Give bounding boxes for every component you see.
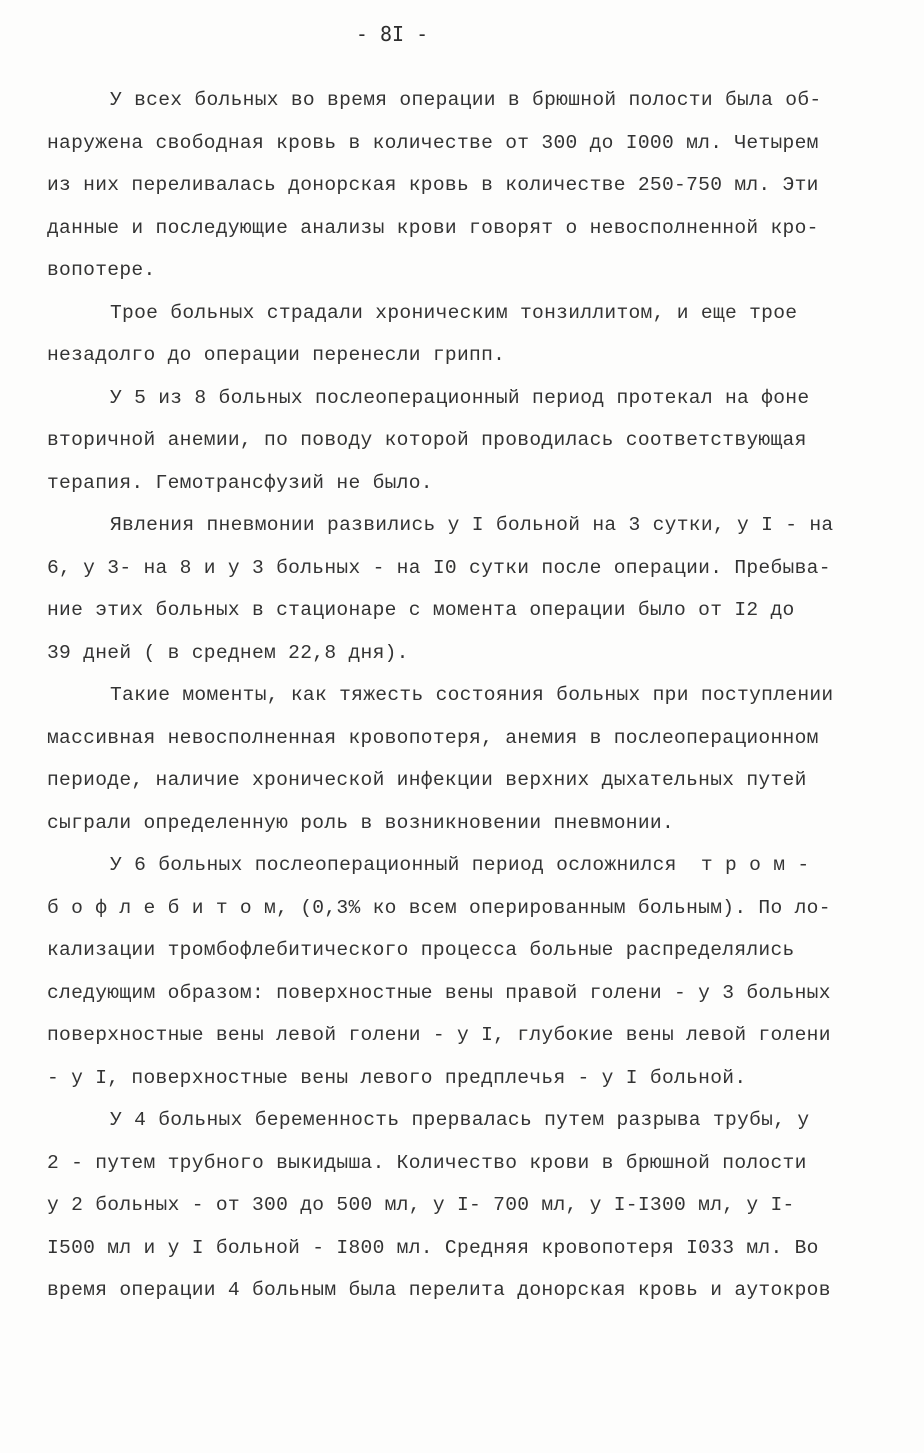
text-line: 6, у 3- на 8 и у 3 больных - на I0 сутки после операции. Пребыва-	[47, 556, 831, 579]
text-line: У 5 из 8 больных послеоперационный период протекал на фоне	[110, 386, 810, 409]
text-line: б о ф л е б и т о м, (0,3% ко всем оперированным больным). По ло-	[47, 896, 831, 919]
text-line: незадолго до операции перенесли грипп.	[47, 344, 506, 366]
text-line: У всех больных во время операции в брюшной полости была об-	[110, 89, 822, 111]
text-line: время операции 4 больным была перелита донорская кровь и аутокров	[47, 1279, 831, 1301]
text-line: следующим образом: поверхностные вены правой голени - у 3 больных	[47, 981, 831, 1004]
text-line: вопотере.	[47, 259, 156, 281]
text-line: периоде, наличие хронической инфекции верхних дыхательных путей	[47, 769, 807, 791]
text-line: кализации тромбофлебитического процесса больные распределялись	[47, 939, 795, 961]
text-line: У 6 больных послеоперационный период осложнился т р о м -	[110, 854, 810, 876]
text-line: из них переливалась донорская кровь в количестве 250-750 мл. Эти	[47, 174, 819, 196]
text-line: у 2 больных - от 300 до 500 мл, у I- 700 мл, у I-I300 мл, у I-	[47, 1194, 795, 1216]
text-line: 2 - путем трубного выкидыша. Количество крови в брюшной полости	[47, 1151, 807, 1174]
text-line: I500 мл и у I больной - I800 мл. Средняя кровопотеря I033 мл. Во	[47, 1236, 819, 1259]
text-line: Такие моменты, как тяжесть состояния больных при поступлении	[110, 684, 834, 706]
text-line: Трое больных страдали хроническим тонзиллитом, и еще трое	[110, 301, 798, 324]
text-line: ние этих больных в стационаре с момента операции было от I2 до	[47, 599, 795, 621]
text-line: наружена свободная кровь в количестве от 300 до I000 мл. Четырем	[47, 131, 819, 154]
text-line: поверхностные вены левой голени - у I, глубокие вены левой голени	[47, 1024, 831, 1046]
text-line: - у I, поверхностные вены левого предплечья - у I больной.	[47, 1066, 747, 1089]
text-line: данные и последующие анализы крови говорят о невосполненной кро-	[47, 216, 819, 239]
text-line: 39 дней ( в среднем 22,8 дня).	[47, 641, 409, 664]
text-line: терапия. Гемотрансфузий не было.	[47, 471, 433, 494]
text-line: вторичной анемии, по поводу которой проводилась соответствующая	[47, 429, 807, 451]
text-line: сыграли определенную роль в возникновении пневмонии.	[47, 811, 675, 834]
text-line: У 4 больных беременность прервалась путем разрыва трубы, у	[110, 1109, 810, 1131]
page-number: - 8I -	[355, 22, 429, 46]
text-line: массивная невосполненная кровопотеря, анемия в послеоперационном	[47, 726, 819, 749]
text-line: Явления пневмонии развились у I больной на 3 сутки, у I - на	[110, 514, 834, 536]
body-text	[47, 79, 897, 1312]
